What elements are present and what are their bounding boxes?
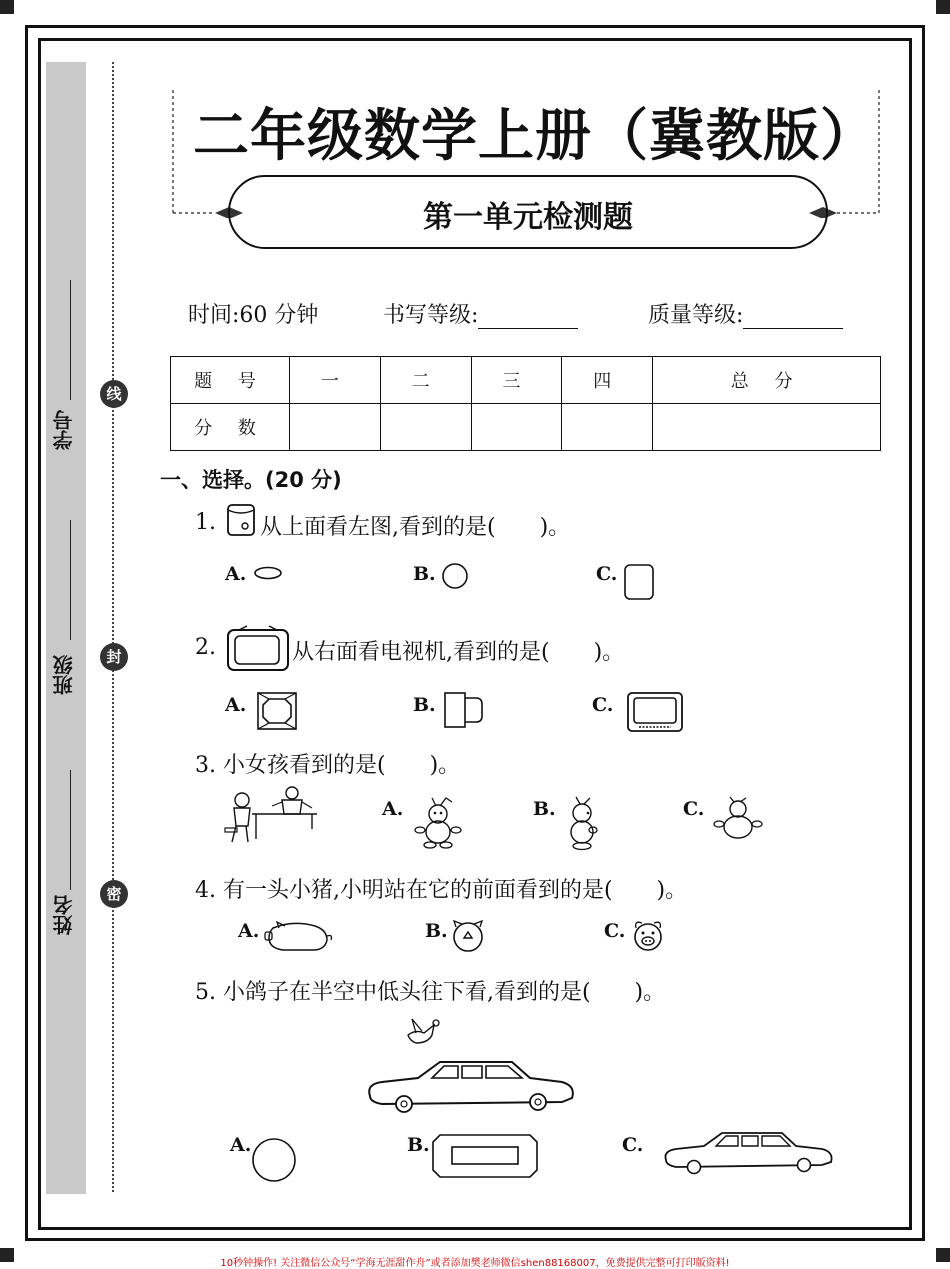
tv-front-view-icon[interactable] <box>625 690 685 734</box>
pig-front-icon[interactable] <box>630 918 666 954</box>
time-text: 时间:60 分钟 <box>188 303 319 328</box>
student-id-line <box>70 280 71 400</box>
limousine-illustration <box>362 1056 578 1118</box>
question-1-text: 从上面看左图,看到的是( )。 <box>260 515 571 540</box>
quality-grade-label: 质量等级: <box>648 303 744 328</box>
corner-mark <box>0 0 14 14</box>
score-input-cell[interactable] <box>290 404 381 451</box>
question-2-number: 2. <box>195 635 216 660</box>
cut-line <box>112 62 114 1192</box>
class-label: 班级 <box>52 655 76 695</box>
seal-line: 线 <box>100 380 128 408</box>
q3-option-a-label: A. <box>382 798 404 820</box>
table-cell: 一 <box>290 357 381 404</box>
circle-top-view-icon[interactable] <box>250 1136 298 1184</box>
quality-grade-field[interactable] <box>743 306 843 329</box>
q1-option-c-label: C. <box>596 563 618 585</box>
class-line <box>70 520 71 640</box>
question-5-text: 5. 小鸽子在半空中低头往下看,看到的是( )。 <box>195 980 666 1005</box>
seal-seal: 封 <box>100 643 128 671</box>
q3-option-c-label: C. <box>683 798 705 820</box>
page-subtitle: 第一单元检测题 <box>423 200 633 235</box>
footer-note: 10秒钟操作! 关注微信公众号“学海无涯甜作舟”或者添加樊老师微信shen88168007，免费提供完整可打印版资料! <box>220 1258 730 1269</box>
q4-option-a-label: A. <box>238 920 260 942</box>
car-side-view-icon[interactable] <box>660 1128 836 1178</box>
score-table <box>170 356 881 451</box>
circle-icon[interactable] <box>440 561 470 591</box>
tv-side-view-icon[interactable] <box>442 690 486 730</box>
q2-option-a-label: A. <box>225 694 247 716</box>
table-cell: 总 分 <box>653 357 881 404</box>
writing-grade-field[interactable] <box>478 306 578 329</box>
section-heading: 一、选择。(20 分) <box>160 468 342 492</box>
cylinder-icon <box>225 502 257 538</box>
q4-option-c-label: C. <box>604 920 626 942</box>
girl-at-table-illustration <box>222 784 322 846</box>
table-cell: 三 <box>471 357 562 404</box>
q2-option-b-label: B. <box>413 694 436 716</box>
tv-back-view-icon[interactable] <box>255 690 299 732</box>
doll-front-icon[interactable] <box>410 796 466 850</box>
question-2-text: 从右面看电视机,看到的是( )。 <box>292 640 625 665</box>
doll-back-icon[interactable] <box>710 796 766 842</box>
table-cell: 题 号 <box>171 357 290 404</box>
pig-side-icon[interactable] <box>263 918 335 954</box>
q2-option-c-label: C. <box>592 694 614 716</box>
page-title: 二年级数学上册（冀教版） <box>193 104 877 169</box>
binding-sidebar <box>46 62 86 1194</box>
table-cell: 分 数 <box>171 404 290 451</box>
car-top-view-icon[interactable] <box>430 1132 540 1180</box>
table-cell: 二 <box>380 357 471 404</box>
name-label: 姓名 <box>52 895 76 935</box>
q5-option-c-label: C. <box>622 1134 644 1156</box>
rectangle-icon[interactable] <box>622 562 656 602</box>
table-cell: 四 <box>562 357 653 404</box>
corner-mark <box>936 0 950 14</box>
question-1-number: 1. <box>195 510 216 535</box>
score-input-cell[interactable] <box>562 404 653 451</box>
q4-option-b-label: B. <box>425 920 448 942</box>
writing-grade <box>383 298 578 329</box>
writing-grade-label: 书写等级: <box>383 303 479 328</box>
ellipse-icon[interactable] <box>252 564 284 582</box>
score-input-cell[interactable] <box>471 404 562 451</box>
q3-option-b-label: B. <box>533 798 556 820</box>
table-row <box>171 357 881 404</box>
score-input-cell[interactable] <box>380 404 471 451</box>
question-4-text: 4. 有一头小猪,小明站在它的前面看到的是( )。 <box>195 878 688 903</box>
table-row <box>171 404 881 451</box>
question-3-text: 3. 小女孩看到的是( )。 <box>195 753 461 778</box>
doll-side-icon[interactable] <box>560 796 604 852</box>
q5-option-a-label: A. <box>230 1134 252 1156</box>
q1-option-a-label: A. <box>225 563 247 585</box>
time-label <box>188 298 318 329</box>
q5-option-b-label: B. <box>407 1134 430 1156</box>
name-line <box>70 770 71 890</box>
quality-grade <box>648 298 843 329</box>
tv-icon <box>225 624 291 674</box>
student-id-label: 学号 <box>52 410 76 450</box>
pigeon-icon <box>402 1015 442 1049</box>
seal-secret: 密 <box>100 880 128 908</box>
score-input-cell[interactable] <box>653 404 881 451</box>
q1-option-b-label: B. <box>413 563 436 585</box>
pig-back-icon[interactable] <box>450 918 486 954</box>
